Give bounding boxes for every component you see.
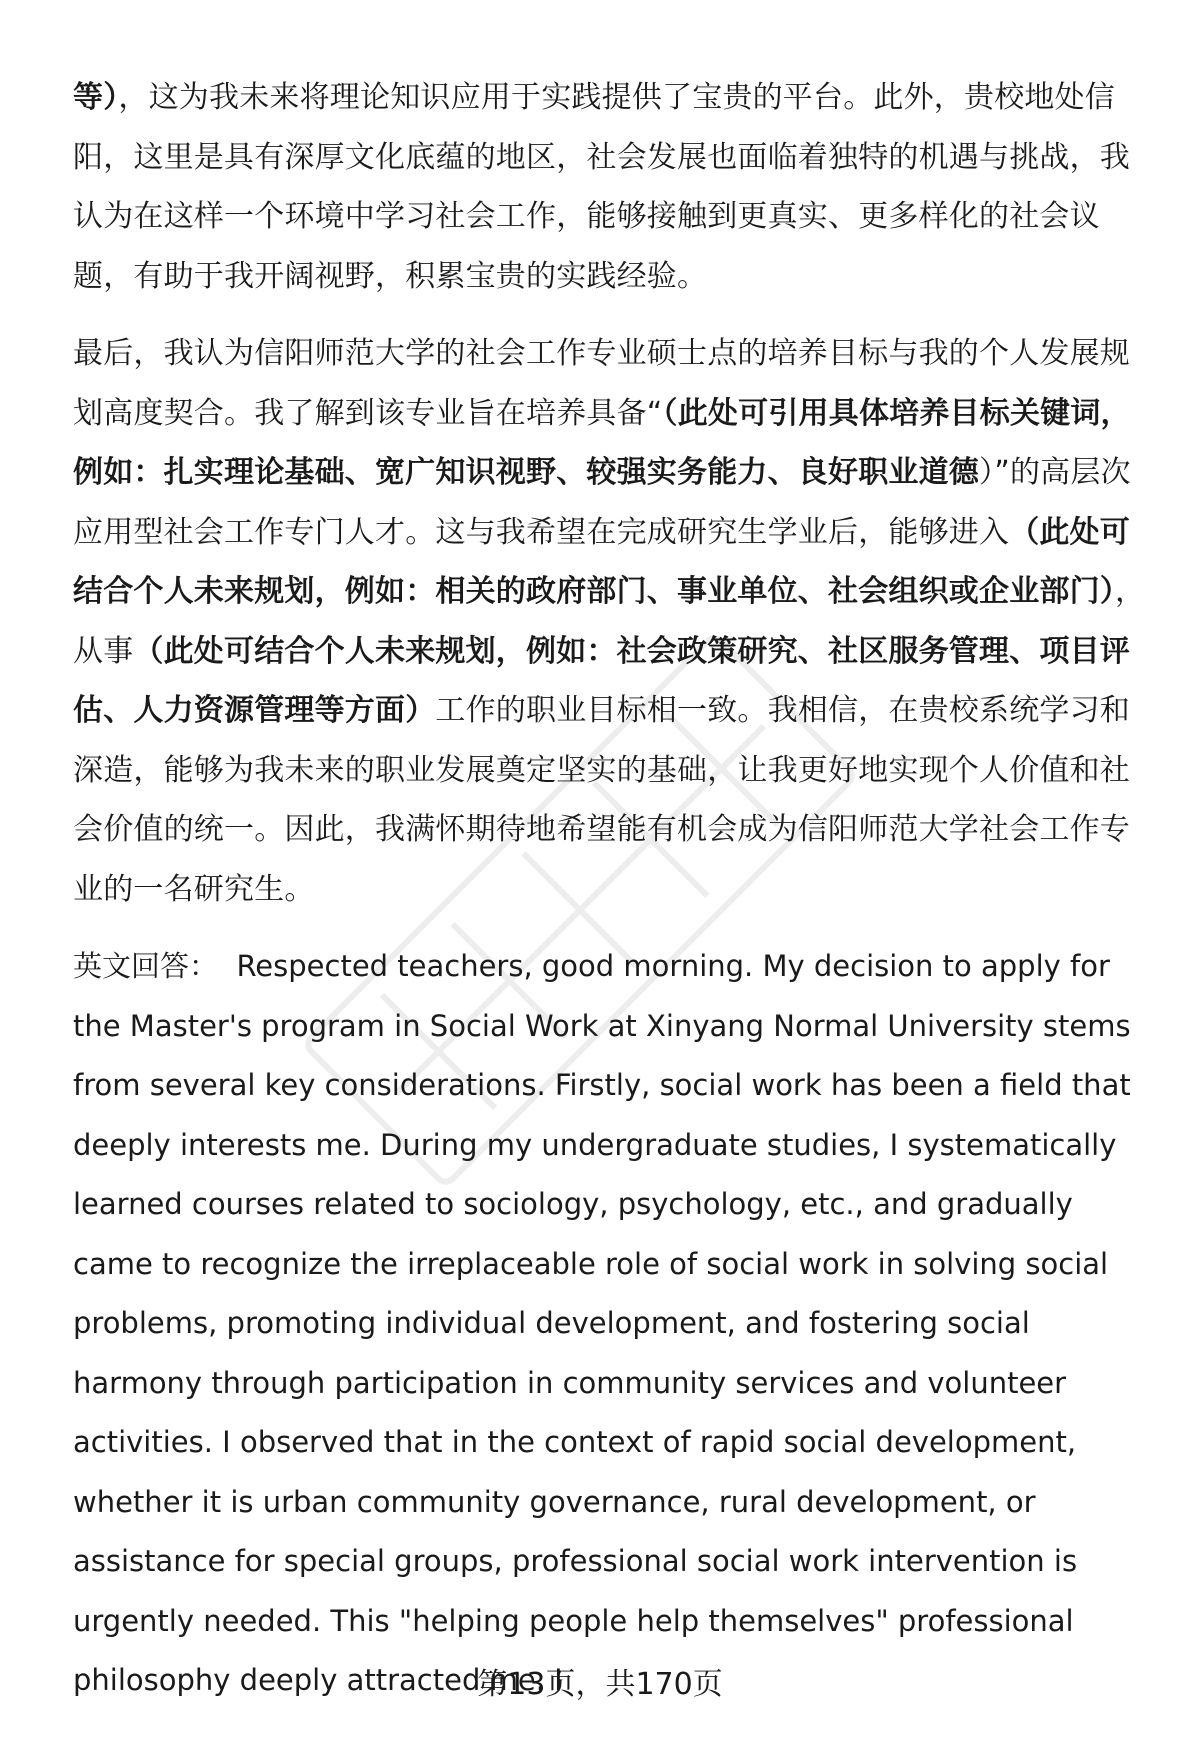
bold-placeholder-employers: （此处可结合个人未来规划，例如：相关的政府部门、事业单位、社会组织或企业部门）	[73, 514, 1131, 609]
bold-placeholder-training-goals: （此处可引用具体培养目标关键词，例如：扎实理论基础、宽广知识视野、较强实务能力、良好职业道德	[73, 395, 1131, 490]
bold-placeholder-work-areas: （此处可结合个人未来规划，例如：社会政策研究、社区服务管理、项目评估、人力资源管理等方面）	[73, 633, 1131, 728]
paragraph-english-answer	[73, 937, 1153, 1711]
paragraph-text: ，这为我未来将理论知识应用于实践提供了宝贵的平台。此外，贵校地处信阳，这里是具有深厚文化底蕴的地区，社会发展也面临着独特的机遇与挑战，我认为在这样一个环境中学习社会工作，能够接触到更真实、更多样化的社会议题，有助于我开阔视野，积累宝贵的实践经验。	[73, 80, 1130, 294]
page-number: 第13页，共170页	[477, 1667, 723, 1702]
english-answer-label: 英文回答：	[73, 949, 219, 983]
english-answer-text: Respected teachers, good morning. My decision to apply for the Master's program in Social Work at Xinyang Normal University stems from several key considerations. Firstly, social work has been a field that deeply interests me. During my undergraduate studies, I systematically learned courses related to sociology, psychology, etc., and gradually came to recognize the irreplaceable role of social work in solving social problems, promoting individual development, and fostering social harmony through participation in community services and volunteer activities. I observed that in the context of rapid social development, whether it is urban community governance, rural development, or assistance for special groups, professional social work intervention is urgently needed. This "helping people help themselves" professional philosophy deeply attracted me. I	[73, 949, 1131, 1697]
paragraph-text: 最后，我认为信阳师范大学的社会工作专业硕士点的培养目标与我的个人发展规划高度契合。我了解到该专业旨在培养具备“	[73, 336, 1130, 431]
paragraph-career-goals	[73, 324, 1153, 919]
paragraph-text: ，从事	[73, 574, 1146, 669]
paragraph-text: ）”的高层次应用型社会工作专门人才。这与我希望在完成研究生学业后，能够进入	[73, 455, 1131, 550]
paragraph-school-location	[73, 68, 1153, 306]
bold-text: 等）	[73, 80, 119, 115]
document-body	[73, 68, 1153, 1711]
paragraph-text: 工作的职业目标相一致。我相信，在贵校系统学习和深造，能够为我未来的职业发展奠定坚实的基础，让我更好地实现个人价值和社会价值的统一。因此，我满怀期待地希望能有机会成为信阳师范大学社会工作专业的一名研究生。	[73, 693, 1131, 907]
